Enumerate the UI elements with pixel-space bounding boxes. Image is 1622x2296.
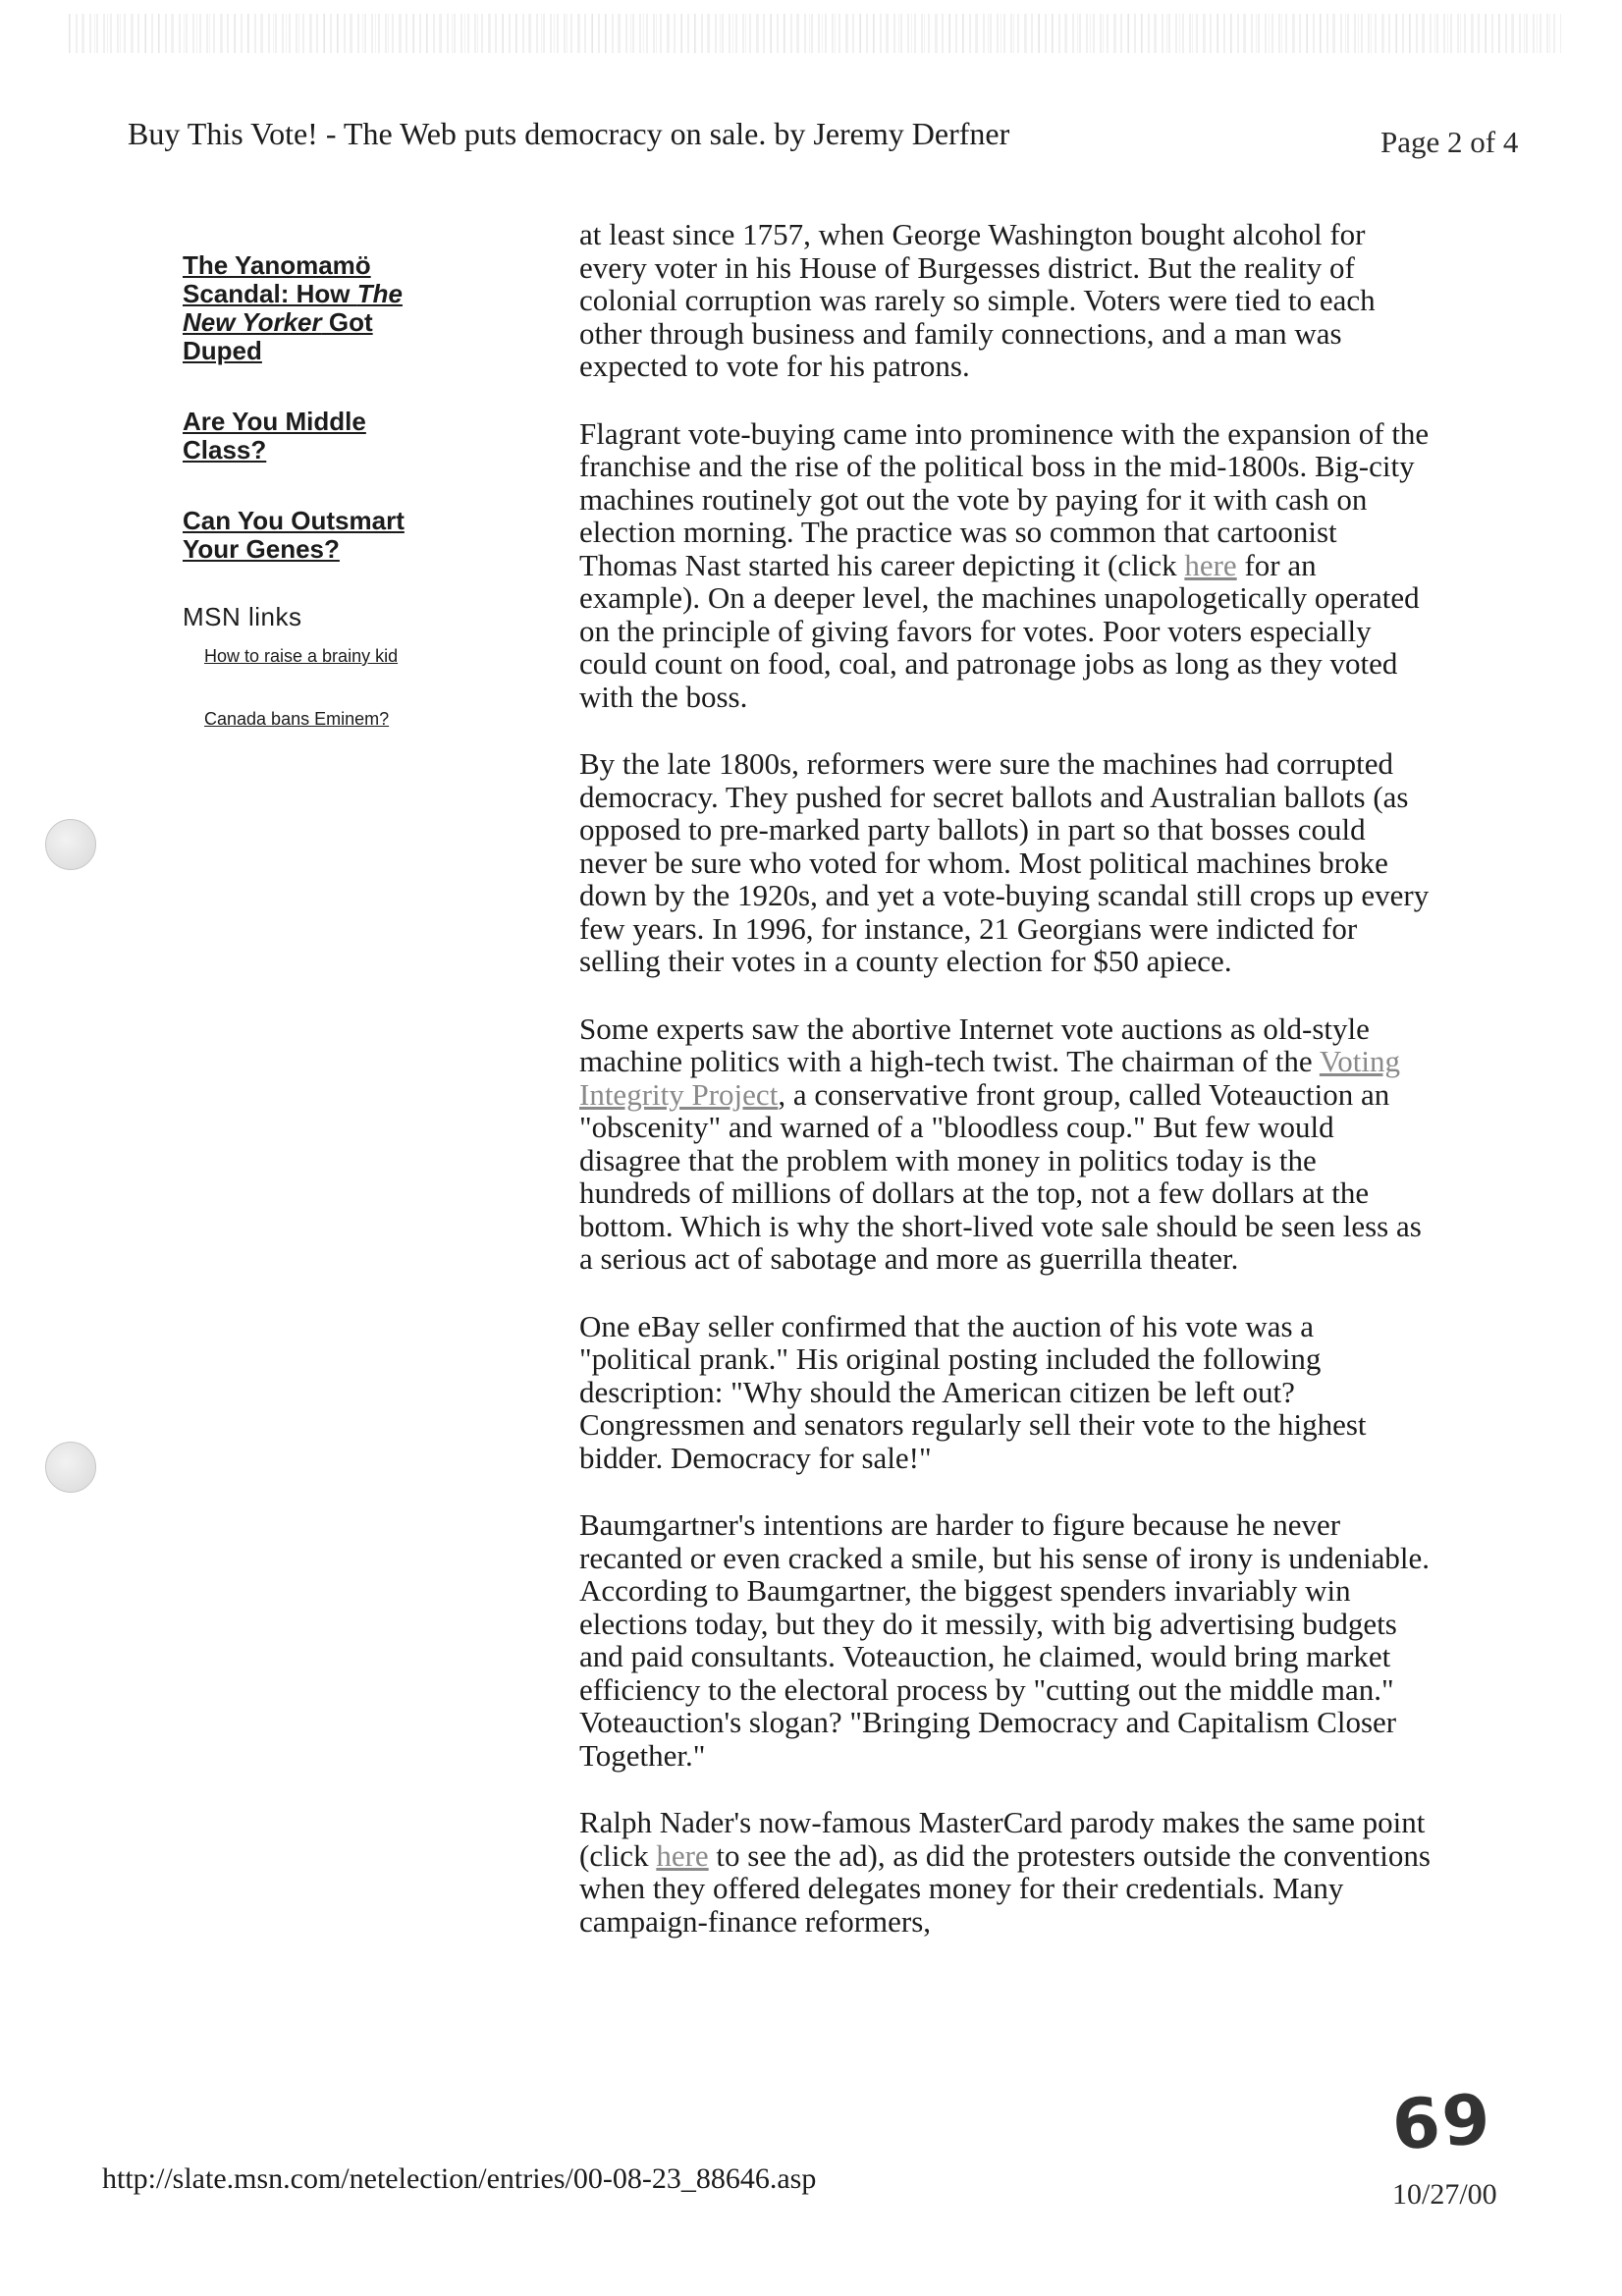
- msn-link-brainy-kid[interactable]: How to raise a brainy kid: [204, 646, 399, 666]
- article-paragraph-1: at least since 1757, when George Washington bought alcohol for every voter in his House of Burgesses district. But the reality of colonial corruption was rarely so simple. Voters were tied to each other through business and family connections, and a man was expected to vote for his patrons.: [579, 217, 1376, 383]
- sidebar-link-yanomamo-pre: The Yanomamö Scandal: How: [183, 250, 371, 308]
- punch-hole-top: [45, 819, 96, 870]
- msn-links-heading: MSN links: [183, 602, 302, 631]
- page-number: Page 2 of 4: [1380, 125, 1519, 159]
- article-body: [579, 218, 1433, 1972]
- nast-example-link[interactable]: here: [1184, 547, 1237, 582]
- sidebar-link-yanomamo-post: Got Duped: [183, 307, 373, 365]
- article-paragraph-5: One eBay seller confirmed that the auction of his vote was a "political prank." His original posting included the following description: "Why should the American citizen be left out? Congressmen and senators regularly sell their vote to the highest bidder. Democracy for sale!": [579, 1308, 1367, 1475]
- msn-link-eminem[interactable]: Canada bans Eminem?: [204, 709, 390, 729]
- scan-noise: [69, 14, 1561, 53]
- article-paragraph-3: By the late 1800s, reformers were sure the machines had corrupted democracy. They pushed for secret ballots and Australian ballots (as opposed to pre-marked party ballots) in part so that bosses could never be sure who voted for whom. Most political machines broke down by the 1920s, and yet a vote-buying scandal still crops up every few years. In 1996, for instance, 21 Georgians were indicted for selling their votes in a county election for $50 apiece.: [579, 746, 1430, 978]
- article-paragraph-2: [579, 417, 1433, 714]
- article-paragraph-7: [579, 1806, 1433, 1938]
- p7-text-b: to see the ad), as did the protesters outside the conventions when they offered delegates money for their credentials. Many campaign-finance reformers,: [579, 1837, 1431, 1939]
- sidebar-link-middle-class[interactable]: Are You Middle Class?: [183, 407, 366, 465]
- sidebar-link-yanomamo-italic: The New Yorker: [183, 279, 403, 337]
- voting-integrity-project-link[interactable]: Voting Integrity Project: [579, 1044, 1400, 1112]
- p4-text-b: , a conservative front group, called Voteauction an "obscenity" and warned of a "bloodless coup." But few would disagree that the problem with money in politics today is the hundreds of millions of dollars at the top, not a few dollars at the bottom. Which is why the short-lived vote sale should be seen less as a serious act of sabotage and more as guerrilla theater.: [579, 1076, 1422, 1276]
- article-paragraph-6: Baumgartner's intentions are harder to figure because he never recanted or even cracked a smile, but his sense of irony is undeniable. According to Baumgartner, the biggest spenders invariably win elections today, but they do it messily, with big advertising budgets and paid consultants. Voteauction, he claimed, would bring market efficiency to the electoral process by "cutting out the middle man." Voteauction's slogan? "Bringing Democracy and Capitalism Closer Together.": [579, 1507, 1430, 1773]
- p2-text-b: for an example). On a deeper level, the machines unapologetically operated on the principle of giving favors for votes. Poor voters especially could count on food, coal, and patronage jobs as long as they voted with the boss.: [579, 547, 1420, 714]
- article-paragraph-4: [579, 1012, 1433, 1276]
- sidebar: [183, 251, 448, 773]
- punch-hole-bottom: [45, 1442, 96, 1493]
- footer-url: http://slate.msn.com/netelection/entries/00-08-23_88646.asp: [102, 2162, 817, 2195]
- p2-text-a: Flagrant vote-buying came into prominence with the expansion of the franchise and the rise of the political boss in the mid-1800s. Big-city machines routinely got out the vote by paying for it with cash on election morning. The practice was so common that cartoonist Thomas Nast started his career depicting it (click: [579, 415, 1430, 582]
- p4-text-a: Some experts saw the abortive Internet vote auctions as old-style machine politics with a high-tech twist. The chairman of the: [579, 1011, 1370, 1078]
- page-header-title: Buy This Vote! - The Web puts democracy on sale. by Jeremy Derfner: [128, 116, 1010, 151]
- footer-date: 10/27/00: [1392, 2178, 1497, 2211]
- sidebar-link-yanomamo[interactable]: [183, 251, 448, 365]
- p7-text-a: Ralph Nader's now-famous MasterCard parody makes the same point (click: [579, 1805, 1426, 1873]
- nader-ad-link[interactable]: here: [656, 1837, 709, 1873]
- handwritten-page-number: 69: [1389, 2078, 1495, 2166]
- sidebar-link-outsmart-genes[interactable]: Can You Outsmart Your Genes?: [183, 506, 405, 564]
